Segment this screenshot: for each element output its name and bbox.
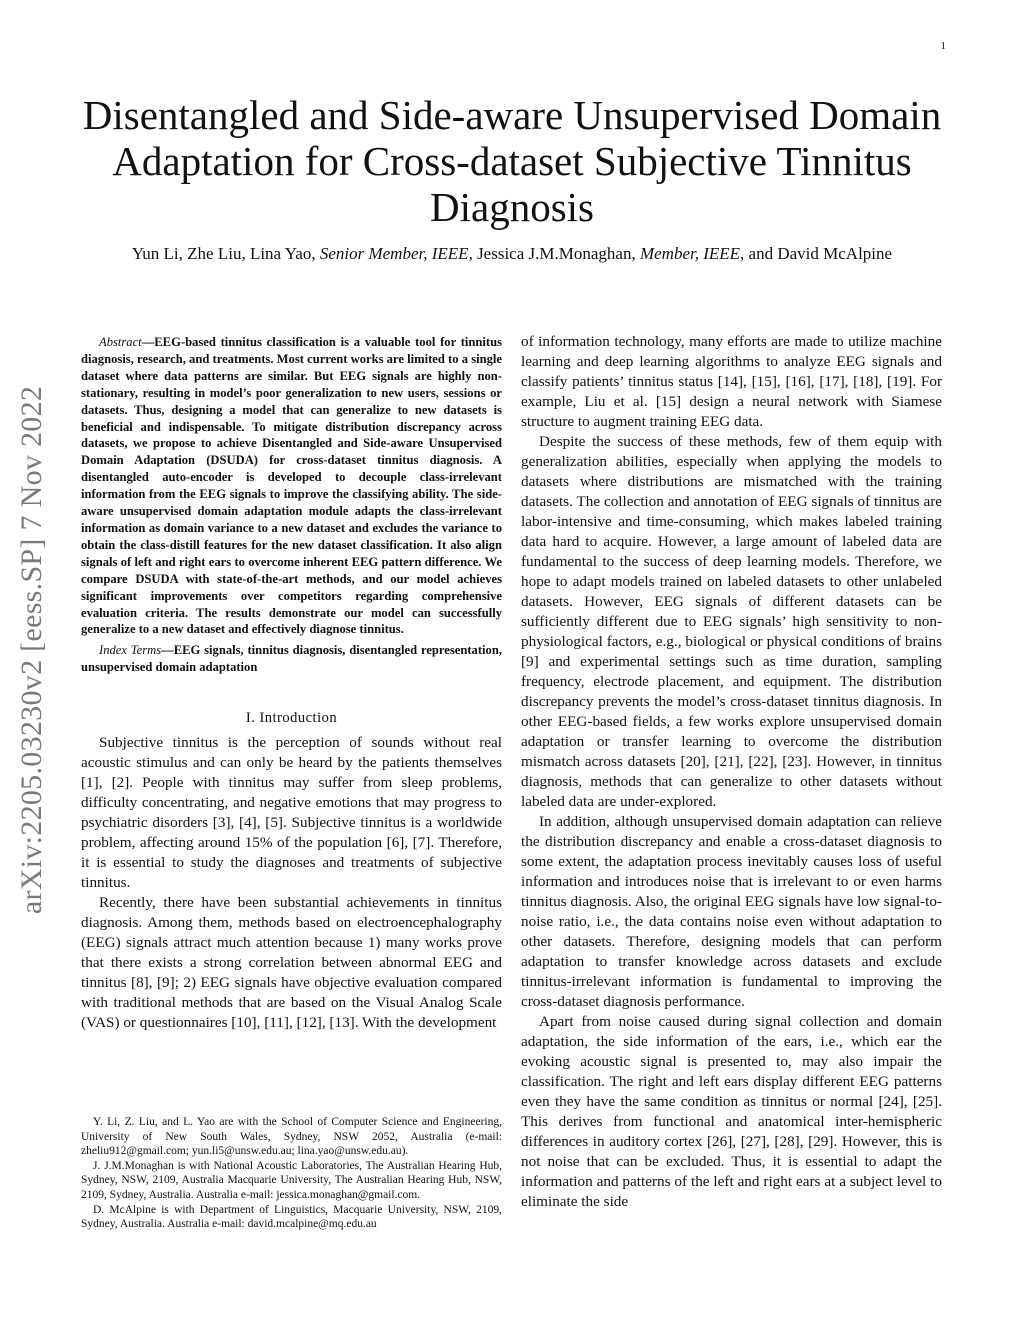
- abstract-text: —EEG-based tinnitus classification is a valuable tool for tinnitus diagnosis, research, and treatments. Most current works are limited to a single dataset where data patterns are similar. But EEG signals are highly non-stationary, resulting in model’s poor generalization to new users, sessions or datasets. Thus, designing a model that can generalize to new datasets is beneficial and indispensable. To mitigate distribution discrepancy across datasets, we propose to achieve Disentangled and Side-aware Unsupervised Domain Adaptation (DSUDA) for cross-dataset tinnitus diagnosis. A disentangled auto-encoder is developed to decouple class-irrelevant information from the EEG signals to improve the classifying ability. The side-aware unsupervised domain adaptation module adapts the class-irrelevant information as domain variance to a new dataset and excludes the variance to obtain the class-distill features for the new dataset classification. It also align signals of left and right ears to overcome inherent EEG pattern difference. We compare DSUDA with state-of-the-art methods, and our model achieves significant improvements over competitors regarding comprehensive evaluation criteria. The results demonstrate our model can successfully generalize to a new dataset and effectively diagnose tinnitus.: [81, 335, 502, 637]
- section-heading: I. Introduction: [245, 710, 338, 727]
- abstract: [81, 334, 502, 638]
- right-column: [521, 332, 942, 1212]
- author-list: [60, 243, 964, 265]
- abstract-label: Abstract: [99, 335, 142, 349]
- body-paragraph: of information technology, many efforts are made to utilize machine learning and deep learning algorithms to analyze EEG signals and classify patients’ tinnitus status [14], [15], [16], [17], [18], [19]. For example, Liu et al. [15] design a neural network with Siamese structure to augment training EEG data.: [521, 333, 942, 430]
- body-paragraph: Apart from noise caused during signal collection and domain adaptation, the side information of the ears, i.e., which ear the evoking acoustic signal is presented to, may also impair the classification. The right and left ears display different EEG patterns even they have the same condition as tinnitus or normal [24], [25]. This derives from functional and anatomical inter-hemispheric differences in auditory cortex [26], [27], [28], [29]. However, this is not noise that can be excluded. Thus, it is essential to adapt the information and patterns of the left and right ears at a subject level to eliminate the side: [521, 1013, 942, 1210]
- intro-paragraph: Subjective tinnitus is the perception of sounds without real acoustic stimulus and can only be heard by the patients themselves [1], [2]. People with tinnitus may suffer from sleep problems, difficulty concentrating, and negative emotions that may progress to psychiatric disorders [3], [4], [5]. Subjective tinnitus is a worldwide problem, affecting around 15% of the population [6], [7]. Therefore, it is essential to study the diagnoses and treatments of subjective tinnitus.: [81, 734, 502, 892]
- left-column: [81, 334, 502, 1033]
- authors-part-2: , Jessica J.M.Monaghan,: [468, 244, 640, 263]
- index-terms-text: —EEG signals, tinnitus diagnosis, disentangled representation, unsupervised domain adaptation: [81, 643, 502, 675]
- index-terms-label: Index Terms: [99, 643, 162, 658]
- footnote: Y. Li, Z. Liu, and L. Yao are with the School of Computer Science and Engineering, University of New South Wales, Sydney, NSW 2052, Australia (e-mail: zheliu912@gmail.com; yun.li5@unsw.edu.au; lina.yao@unsw.edu.au).: [81, 1116, 502, 1158]
- arxiv-identifier-text: arXiv:2205.03230v2 [eess.SP] 7 Nov 2022: [15, 385, 48, 915]
- authors-part-1: Yun Li, Zhe Liu, Lina Yao,: [131, 244, 320, 263]
- author-role-2: Member, IEEE: [639, 244, 741, 263]
- body-paragraph: Despite the success of these methods, few of them equip with generalization abilities, especially when applying the models to datasets where distributions are mismatched with the training datasets. The collection and annotation of EEG signals of tinnitus are labor-intensive and time-consuming, which makes labeled training data hard to acquire. However, a large amount of labeled data are fundamental to the success of deep learning models. Therefore, we hope to adapt models trained on labeled datasets to other unlabeled datasets. However, EEG signals of different datasets can be sufficiently different due to EEG signals’ high sensitivity to non-physiological factors, e.g., biological or physical conditions of brains [9] and experimental settings such as time duration, sampling frequency, electrode placement, and equipment. The distribution discrepancy prevents the model’s cross-dataset tinnitus diagnosis. In other EEG-based fields, a few works explore unsupervised domain adaptation or transfer learning to overcome the distribution mismatch across datasets [20], [21], [22], [23]. However, in tinnitus diagnosis, methods that can generalize to other datasets without labeled data are under-explored.: [521, 433, 942, 810]
- index-terms: [81, 642, 502, 676]
- authors-part-3: , and David McAlpine: [740, 244, 893, 263]
- page-number: 1: [940, 40, 946, 52]
- paper-title: Disentangled and Side-aware Unsupervised Domain Adaptation for Cross-dataset Subjective Tinnitus Diagnosis: [82, 92, 942, 230]
- footnote: J. J.M.Monaghan is with National Acoustic Laboratories, The Australian Hearing Hub, Sydney, NSW, 2109, Australia Macquarie University, The Australian Hearing Hub, NSW, 2109, Sydney, Australia. Australia e-mail: jessica.monaghan@gmail.com.: [81, 1159, 502, 1201]
- body-paragraph: In addition, although unsupervised domain adaptation can relieve the distribution discrepancy and enable a cross-dataset diagnosis to some extent, the adaptation process inevitably causes loss of useful information and introduces noise that is irrelevant to or even harms tinnitus diagnosis. Also, the original EEG signals have low signal-to-noise ratio, i.e., the data contains noise even without adaptation to other datasets. Therefore, designing models that can perform adaptation to transfer knowledge across datasets and exclude tinnitus-irrelevant information is fundamental to improving the cross-dataset diagnosis performance.: [521, 813, 942, 1010]
- footnote: D. McAlpine is with Department of Linguistics, Macquarie University, NSW, 2109, Sydney, Australia. Australia e-mail: david.mcalpine@mq.edu.au: [81, 1203, 502, 1231]
- author-role-1: Senior Member, IEEE: [319, 244, 469, 263]
- arxiv-identifier: [2, 350, 62, 950]
- author-footnotes: [81, 1115, 502, 1232]
- intro-paragraph: Recently, there have been substantial achievements in tinnitus diagnosis. Among them, methods based on electroencephalography (EEG) signals attract much attention because 1) many works prove that there exists a strong correlation between abnormal EEG and tinnitus [8], [9]; 2) EEG signals have objective evaluation compared with traditional methods that are based on the Visual Analog Scale (VAS) or questionnaires [10], [11], [12], [13]. With the development: [81, 894, 502, 1032]
